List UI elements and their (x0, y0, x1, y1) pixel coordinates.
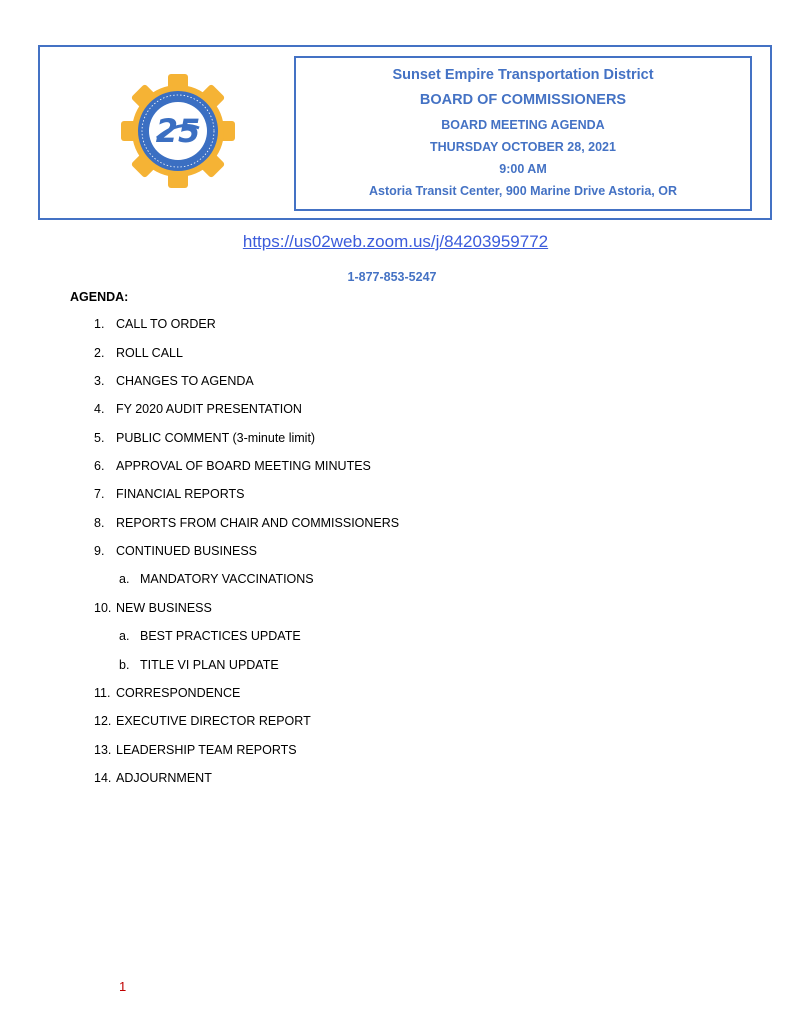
dial-in-phone: 1-877-853-5247 (347, 270, 437, 284)
district-name: Sunset Empire Transportation District (392, 67, 654, 83)
district-logo (119, 72, 237, 190)
agenda-heading: AGENDA: (70, 290, 129, 304)
meeting-date: THURSDAY OCTOBER 28, 2021 (430, 140, 616, 154)
board-title: BOARD OF COMMISSIONERS (419, 92, 627, 108)
gear-logo-icon (119, 72, 237, 190)
header-title-box (294, 56, 752, 211)
meeting-time: 9:00 AM (499, 162, 547, 176)
logo-number: 25 (155, 112, 201, 150)
page-number: 1 (119, 979, 127, 994)
agenda-title: BOARD MEETING AGENDA (441, 118, 605, 132)
zoom-meeting-link[interactable]: https://us02web.zoom.us/j/84203959772 (242, 232, 549, 251)
meeting-location: Astoria Transit Center, 900 Marine Drive Astoria, OR (369, 184, 677, 198)
